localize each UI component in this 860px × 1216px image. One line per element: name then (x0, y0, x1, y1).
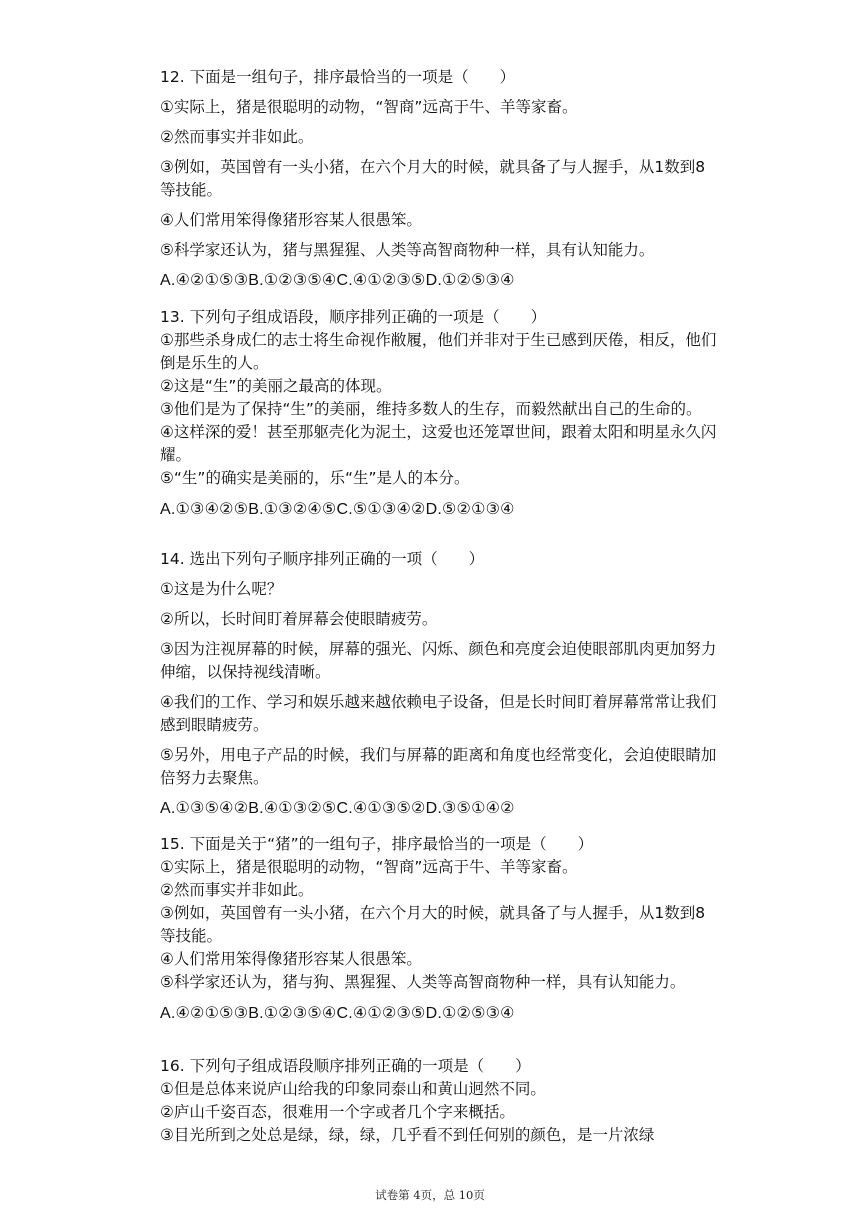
question-14-sentence-1: ①这是为什么呢？ (160, 580, 283, 598)
question-13 (160, 306, 720, 521)
question-12 (160, 66, 720, 299)
question-12-sentence-4: ④人们常用笨得像猪形容某人很愚笨。 (160, 211, 422, 229)
question-12-sentence-3: ③例如，英国曾有一头小猪，在六个月大的时候，就具备了与人握手，从1数到8等技能。 (160, 158, 706, 199)
question-12-title: 12. 下面是一组句子，排序最恰当的一项是（ ） (160, 68, 516, 86)
question-13-options: A.①③④②⑤B.①③②④⑤C.⑤①③④②D.⑤②①③④ (160, 501, 515, 518)
question-16 (160, 1055, 720, 1147)
page-footer: 试卷第 4页，总 10页 (375, 1188, 485, 1202)
question-14-options: A.①③⑤④②B.④①③②⑤C.④①③⑤②D.③⑤①④② (160, 800, 515, 817)
question-12-sentence-5: ⑤科学家还认为，猪与黑猩猩、人类等高智商物种一样，具有认知能力。 (160, 241, 655, 259)
question-14-sentence-3: ③因为注视屏幕的时候，屏幕的强光、闪烁、颜色和亮度会迫使眼部肌肉更加努力伸缩，以保持视线清晰。 (160, 640, 717, 681)
question-13-sentence-4: ④这样深的爱！甚至那躯壳化为泥土，这爱也还笼罩世间，跟着太阳和明星永久闪耀。 (160, 423, 717, 464)
question-14 (160, 548, 720, 827)
question-14-title: 14. 选出下列句子顺序排列正确的一项（ ） (160, 550, 485, 568)
question-14-sentence-2: ②所以，长时间盯着屏幕会使眼睛疲劳。 (160, 610, 438, 628)
question-15 (160, 833, 720, 1025)
question-13-sentence-5: ⑤“生”的确实是美丽的，乐“生”是人的本分。 (160, 469, 470, 487)
question-12-options: A.④②①⑤③B.①②③⑤④C.④①②③⑤D.①②⑤③④ (160, 272, 515, 289)
question-15-options: A.④②①⑤③B.①②③⑤④C.④①②③⑤D.①②⑤③④ (160, 1005, 515, 1022)
question-15-sentence-4: ④人们常用笨得像猪形容某人很愚笨。 (160, 950, 422, 968)
question-12-sentence-2: ②然而事实并非如此。 (160, 128, 314, 146)
question-13-title: 13. 下列句子组成语段，顺序排列正确的一项是（ ） (160, 308, 547, 326)
question-14-sentence-5: ⑤另外，用电子产品的时候，我们与屏幕的距离和角度也经常变化，会迫使眼睛加倍努力去聚焦。 (160, 746, 717, 787)
question-16-sentence-3: ③目光所到之处总是绿，绿，绿，几乎看不到任何别的颜色，是一片浓绿 (160, 1126, 655, 1144)
question-15-sentence-5: ⑤科学家还认为，猪与狗、黑猩猩、人类等高智商物种一样，具有认知能力。 (160, 973, 686, 991)
question-13-sentence-3: ③他们是为了保持“生”的美丽，维持多数人的生存，而毅然献出自己的生命的。 (160, 400, 702, 418)
question-13-sentence-2: ②这是“生”的美丽之最高的体现。 (160, 377, 392, 395)
question-13-sentence-1: ①那些杀身成仁的志士将生命视作敝履，他们并非对于生已感到厌倦，相反，他们倒是乐生的人。 (160, 331, 717, 372)
question-14-sentence-4: ④我们的工作、学习和娱乐越来越依赖电子设备，但是长时间盯着屏幕常常让我们感到眼睛疲劳。 (160, 693, 717, 734)
question-16-sentence-1: ①但是总体来说庐山给我的印象同泰山和黄山迥然不同。 (160, 1080, 546, 1098)
question-16-title: 16. 下列句子组成语段顺序排列正确的一项是（ ） (160, 1057, 531, 1075)
question-12-sentence-1: ①实际上，猪是很聪明的动物，“智商”远高于牛、羊等家畜。 (160, 98, 578, 116)
question-15-sentence-1: ①实际上，猪是很聪明的动物，“智商”远高于牛、羊等家畜。 (160, 858, 578, 876)
question-15-sentence-2: ②然而事实并非如此。 (160, 881, 314, 899)
question-16-sentence-2: ②庐山千姿百态，很难用一个字或者几个字来概括。 (160, 1103, 515, 1121)
question-15-title: 15. 下面是关于“猪”的一组句子，排序最恰当的一项是（ ） (160, 835, 594, 853)
question-15-sentence-3: ③例如，英国曾有一头小猪，在六个月大的时候，就具备了与人握手，从1数到8等技能。 (160, 904, 706, 945)
